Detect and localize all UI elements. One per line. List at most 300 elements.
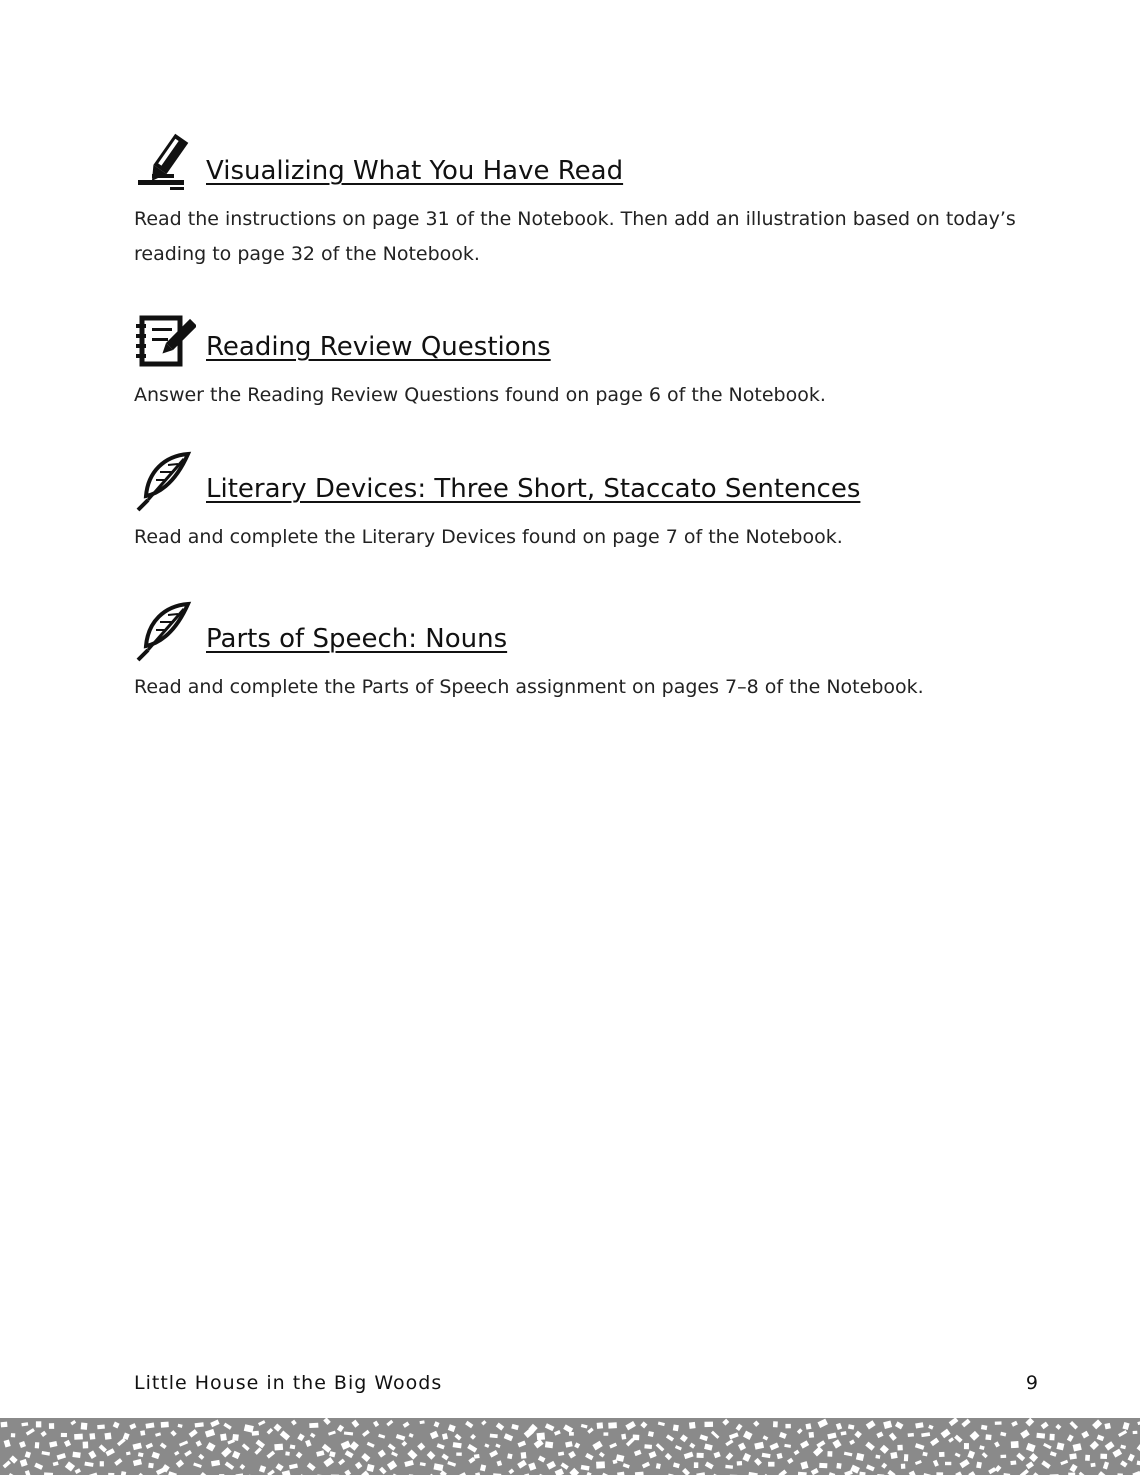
pattern-speck	[117, 1438, 126, 1446]
pattern-speck	[585, 1453, 594, 1460]
pattern-speck	[994, 1441, 1000, 1447]
pattern-speck	[1069, 1464, 1077, 1473]
pattern-speck	[649, 1451, 657, 1458]
pattern-speck	[800, 1461, 808, 1469]
section-heading	[134, 450, 1054, 514]
pattern-speck	[176, 1460, 184, 1468]
pattern-speck	[433, 1463, 443, 1471]
pattern-speck	[800, 1440, 809, 1448]
pattern-speck	[417, 1442, 425, 1450]
pattern-speck	[362, 1430, 370, 1437]
section-heading	[134, 132, 1054, 196]
pattern-speck	[40, 1431, 46, 1437]
pattern-speck	[722, 1419, 729, 1426]
pattern-speck	[496, 1423, 504, 1431]
pattern-speck	[697, 1453, 704, 1458]
pattern-speck	[642, 1462, 650, 1469]
pattern-speck	[904, 1454, 908, 1461]
pattern-speck	[65, 1461, 75, 1471]
pattern-speck	[341, 1440, 351, 1449]
pattern-speck	[1137, 1444, 1140, 1453]
pattern-speck	[72, 1452, 80, 1458]
pattern-speck	[49, 1423, 54, 1429]
pattern-speck	[1069, 1453, 1077, 1459]
pattern-svg	[0, 1418, 1140, 1475]
pattern-speck	[275, 1463, 283, 1471]
pattern-speck	[623, 1463, 630, 1468]
pattern-speck	[1112, 1449, 1122, 1458]
pattern-speck	[3, 1460, 11, 1468]
pattern-speck	[379, 1467, 387, 1475]
pattern-speck	[680, 1434, 688, 1442]
pattern-speck	[442, 1433, 448, 1440]
quill-feather-icon	[134, 450, 196, 512]
section-title: Reading Review Questions	[206, 332, 551, 362]
pattern-speck	[89, 1433, 95, 1440]
pattern-speck	[239, 1464, 245, 1470]
pattern-speck	[430, 1431, 439, 1439]
pattern-speck	[928, 1425, 933, 1430]
pattern-speck	[915, 1422, 923, 1428]
pattern-speck	[1010, 1460, 1016, 1465]
pattern-speck	[939, 1452, 945, 1457]
pattern-speck	[597, 1422, 604, 1429]
pattern-speck	[470, 1434, 476, 1440]
pattern-speck	[344, 1469, 351, 1475]
pattern-speck	[915, 1443, 925, 1450]
pattern-speck	[737, 1461, 742, 1466]
pattern-speck	[305, 1440, 312, 1447]
pattern-speck	[1041, 1422, 1049, 1430]
pattern-speck	[725, 1452, 733, 1460]
pattern-speck	[160, 1443, 167, 1449]
pattern-speck	[373, 1421, 379, 1427]
pattern-speck	[811, 1468, 819, 1475]
pattern-speck	[725, 1465, 733, 1469]
pattern-speck	[401, 1441, 407, 1447]
pattern-speck	[836, 1463, 841, 1469]
pattern-speck	[1000, 1455, 1006, 1458]
pattern-speck	[713, 1451, 720, 1458]
pattern-speck	[689, 1422, 696, 1429]
pattern-speck	[378, 1450, 386, 1458]
section-title: Visualizing What You Have Read	[206, 156, 624, 186]
pattern-speck	[511, 1424, 519, 1430]
pattern-speck	[915, 1460, 922, 1465]
pattern-speck	[754, 1442, 764, 1450]
section-body: Read and complete the Parts of Speech assignment on pages 7–8 of the Notebook.	[134, 676, 924, 698]
pattern-speck	[323, 1418, 331, 1425]
pattern-speck	[854, 1431, 862, 1439]
pattern-speck	[508, 1468, 514, 1474]
decorative-pattern-band	[0, 1418, 1140, 1475]
pattern-speck	[1049, 1434, 1054, 1441]
section-body: Read the instructions on page 31 of the Notebook. Then add an illustration based on today’s reading to page 32 of the Notebook.	[134, 208, 1016, 265]
pattern-speck	[574, 1442, 580, 1448]
pattern-speck	[1026, 1443, 1036, 1452]
pattern-speck	[673, 1424, 679, 1431]
pattern-speck	[844, 1470, 853, 1475]
pattern-speck	[778, 1469, 787, 1475]
pattern-speck	[1000, 1432, 1006, 1437]
pattern-speck	[274, 1444, 283, 1451]
pattern-speck	[954, 1435, 962, 1443]
pattern-speck	[403, 1421, 410, 1427]
pattern-speck	[259, 1465, 266, 1473]
pattern-speck	[909, 1471, 917, 1475]
pattern-speck	[223, 1423, 231, 1430]
pattern-speck	[648, 1431, 654, 1437]
pattern-speck	[310, 1433, 316, 1438]
pattern-speck	[1085, 1455, 1090, 1461]
pattern-speck	[480, 1464, 486, 1471]
pattern-speck	[120, 1471, 126, 1475]
pattern-speck	[901, 1464, 906, 1469]
pattern-speck	[881, 1463, 887, 1469]
pattern-speck	[456, 1452, 462, 1455]
pattern-speck	[742, 1453, 751, 1462]
pattern-speck	[763, 1435, 769, 1440]
pattern-speck	[196, 1440, 202, 1447]
pattern-speck	[266, 1451, 275, 1459]
section-title: Literary Devices: Three Short, Staccato Sentences	[206, 474, 861, 504]
pattern-speck	[1132, 1471, 1140, 1475]
pattern-speck	[74, 1434, 83, 1440]
pattern-speck	[161, 1422, 169, 1428]
pattern-speck	[625, 1421, 636, 1430]
pattern-speck	[280, 1431, 290, 1441]
pattern-speck	[985, 1434, 991, 1440]
pattern-speck	[694, 1462, 698, 1468]
pattern-speck	[922, 1452, 927, 1457]
pattern-speck	[440, 1470, 447, 1475]
pattern-speck	[596, 1461, 605, 1468]
pattern-speck	[267, 1428, 274, 1435]
pattern-speck	[964, 1443, 969, 1449]
pattern-speck	[49, 1441, 57, 1448]
pattern-speck	[1016, 1453, 1025, 1462]
pattern-speck	[1069, 1421, 1078, 1430]
pattern-speck	[640, 1421, 647, 1428]
pattern-speck	[41, 1451, 50, 1456]
pattern-speck	[407, 1449, 417, 1459]
pattern-speck	[441, 1454, 448, 1461]
pattern-speck	[921, 1432, 930, 1437]
pattern-speck	[349, 1441, 358, 1451]
pattern-speck	[995, 1421, 1002, 1424]
section-body: Answer the Reading Review Questions found on page 6 of the Notebook.	[134, 384, 826, 406]
pattern-speck	[285, 1451, 290, 1455]
pattern-speck	[337, 1425, 344, 1432]
pattern-speck	[344, 1431, 353, 1435]
pattern-speck	[875, 1455, 880, 1459]
pattern-speck	[941, 1429, 951, 1439]
pattern-speck	[979, 1445, 984, 1450]
pattern-speck	[1020, 1469, 1029, 1475]
pattern-speck	[866, 1420, 876, 1429]
pattern-speck	[366, 1464, 374, 1472]
pattern-speck	[666, 1434, 674, 1441]
pattern-speck	[155, 1432, 161, 1436]
pattern-speck	[351, 1420, 359, 1428]
pattern-speck	[890, 1452, 897, 1459]
pattern-speck	[20, 1459, 28, 1467]
pattern-speck	[434, 1421, 440, 1427]
pattern-speck	[895, 1421, 904, 1429]
pattern-speck	[777, 1453, 783, 1459]
pattern-speck	[504, 1433, 513, 1441]
pattern-speck	[36, 1421, 41, 1427]
pattern-speck	[968, 1471, 976, 1475]
pattern-speck	[762, 1453, 771, 1458]
pattern-speck	[297, 1433, 304, 1441]
pattern-speck	[849, 1439, 855, 1445]
section-heading	[134, 308, 1054, 372]
pattern-speck	[581, 1424, 588, 1429]
pattern-speck	[794, 1450, 800, 1456]
pattern-speck	[388, 1443, 396, 1450]
pattern-speck	[345, 1450, 354, 1458]
pattern-speck	[64, 1440, 71, 1447]
pattern-speck	[545, 1441, 553, 1448]
pattern-speck	[866, 1464, 875, 1471]
pattern-speck	[9, 1455, 17, 1463]
pattern-speck	[307, 1463, 316, 1471]
pattern-speck	[198, 1454, 204, 1460]
pattern-speck	[517, 1441, 526, 1448]
pattern-speck	[170, 1430, 176, 1436]
pattern-speck	[179, 1440, 188, 1446]
pattern-speck	[949, 1418, 959, 1426]
pattern-speck	[140, 1430, 145, 1435]
pattern-speck	[805, 1423, 811, 1429]
section-literary-devices	[134, 450, 1054, 555]
pattern-speck	[967, 1450, 975, 1458]
pattern-speck	[581, 1465, 590, 1471]
pattern-speck	[682, 1468, 690, 1475]
pattern-speck	[396, 1434, 406, 1441]
pattern-speck	[273, 1423, 281, 1431]
pattern-speck	[976, 1462, 982, 1469]
pattern-speck	[1118, 1430, 1127, 1437]
pattern-speck	[138, 1452, 144, 1457]
pattern-speck	[787, 1458, 794, 1464]
pattern-speck	[391, 1451, 398, 1457]
pattern-speck	[1137, 1461, 1140, 1466]
pattern-speck	[705, 1462, 714, 1470]
pattern-speck	[565, 1441, 573, 1447]
pattern-speck	[1050, 1451, 1057, 1456]
pattern-speck	[132, 1443, 142, 1451]
pattern-speck	[427, 1451, 436, 1460]
pattern-speck	[785, 1424, 790, 1428]
pattern-speck	[290, 1444, 296, 1449]
pattern-speck	[1067, 1434, 1074, 1442]
pattern-speck	[1020, 1429, 1030, 1438]
pattern-speck	[328, 1431, 336, 1436]
pattern-speck	[880, 1445, 889, 1454]
pattern-speck	[453, 1442, 462, 1448]
pattern-speck	[609, 1443, 617, 1449]
pattern-speck	[1128, 1454, 1135, 1462]
pattern-speck	[569, 1468, 579, 1475]
pattern-speck	[151, 1452, 159, 1460]
pattern-speck	[754, 1458, 762, 1466]
pattern-speck	[555, 1468, 564, 1475]
pattern-speck	[206, 1442, 216, 1451]
pattern-speck	[21, 1422, 28, 1426]
pattern-speck	[1081, 1431, 1089, 1439]
pattern-speck	[205, 1429, 215, 1438]
pattern-speck	[955, 1452, 961, 1457]
pattern-speck	[729, 1432, 739, 1439]
pattern-speck	[419, 1420, 424, 1424]
pattern-speck	[338, 1459, 345, 1466]
pattern-speck	[61, 1433, 67, 1437]
pattern-speck	[797, 1428, 803, 1434]
pencil-writing-icon	[134, 132, 196, 194]
pattern-speck	[25, 1470, 31, 1475]
pattern-speck	[53, 1461, 59, 1466]
pattern-speck	[1103, 1461, 1109, 1469]
pattern-speck	[448, 1424, 456, 1432]
pattern-speck	[34, 1463, 43, 1470]
section-title: Parts of Speech: Nouns	[206, 624, 508, 654]
pattern-speck	[587, 1428, 594, 1434]
pattern-speck	[995, 1465, 1002, 1472]
pattern-speck	[689, 1443, 695, 1449]
pattern-speck	[704, 1444, 713, 1451]
pattern-speck	[725, 1439, 733, 1446]
pattern-speck	[146, 1443, 154, 1449]
pattern-speck	[437, 1443, 445, 1449]
pattern-speck	[711, 1431, 720, 1439]
pattern-speck	[99, 1444, 107, 1452]
pattern-speck	[1011, 1421, 1018, 1427]
pattern-speck	[528, 1462, 536, 1470]
pattern-speck	[361, 1453, 370, 1462]
notebook-pencil-icon	[134, 308, 196, 370]
quill-feather-icon	[134, 600, 196, 662]
pattern-speck	[355, 1462, 362, 1470]
pattern-speck	[644, 1444, 652, 1449]
pattern-speck	[242, 1443, 250, 1451]
pattern-speck	[220, 1434, 227, 1441]
pattern-speck	[184, 1450, 192, 1457]
pattern-speck	[361, 1471, 369, 1475]
pattern-speck	[114, 1458, 122, 1466]
pattern-speck	[227, 1439, 235, 1444]
pattern-speck	[467, 1444, 477, 1453]
pattern-speck	[1036, 1433, 1045, 1439]
pattern-speck	[558, 1451, 564, 1456]
pattern-speck	[81, 1423, 88, 1430]
pattern-speck	[1120, 1460, 1128, 1467]
pattern-speck	[1043, 1443, 1052, 1449]
pattern-speck	[252, 1431, 259, 1436]
pattern-speck	[876, 1432, 883, 1439]
pattern-speck	[489, 1450, 498, 1458]
pattern-speck	[889, 1433, 897, 1441]
pattern-speck	[955, 1471, 962, 1475]
pattern-speck	[193, 1462, 202, 1468]
pattern-speck	[819, 1463, 827, 1468]
pattern-speck	[537, 1433, 545, 1441]
pattern-speck	[1, 1422, 8, 1428]
pattern-speck	[981, 1425, 987, 1430]
pattern-speck	[221, 1447, 232, 1457]
pattern-speck	[497, 1460, 503, 1466]
pattern-speck	[195, 1422, 204, 1427]
pattern-speck	[296, 1452, 303, 1459]
pattern-speck	[291, 1420, 297, 1426]
pattern-speck	[521, 1452, 527, 1459]
section-parts-of-speech	[134, 600, 1054, 705]
pattern-speck	[454, 1434, 461, 1441]
pattern-speck	[970, 1431, 980, 1441]
footer-book-title: Little House in the Big Woods	[134, 1372, 443, 1394]
pattern-speck	[254, 1447, 262, 1455]
pattern-speck	[988, 1467, 996, 1474]
pattern-speck	[316, 1450, 324, 1456]
pattern-speck	[743, 1431, 753, 1440]
pattern-speck	[770, 1443, 780, 1451]
pattern-speck	[813, 1446, 823, 1456]
pattern-speck	[753, 1420, 759, 1426]
footer-page-number: 9	[1025, 1372, 1038, 1394]
pattern-speck	[129, 1423, 136, 1429]
pattern-speck	[174, 1451, 179, 1456]
pattern-speck	[832, 1439, 841, 1448]
section-reading-review	[134, 308, 1054, 413]
section-visualizing	[134, 132, 1054, 272]
pattern-speck	[546, 1461, 556, 1470]
pattern-speck	[816, 1440, 825, 1448]
pattern-speck	[856, 1453, 864, 1461]
pattern-speck	[656, 1463, 661, 1469]
pattern-speck	[1073, 1443, 1082, 1451]
pattern-speck	[1090, 1463, 1095, 1467]
pattern-speck	[817, 1419, 828, 1428]
pattern-speck	[282, 1470, 291, 1475]
pattern-speck	[887, 1470, 895, 1475]
pattern-speck	[933, 1460, 939, 1467]
pattern-speck	[1060, 1460, 1068, 1466]
pattern-speck	[768, 1462, 774, 1467]
pattern-speck	[779, 1432, 787, 1439]
pattern-speck	[599, 1452, 605, 1458]
pattern-speck	[35, 1442, 40, 1448]
pattern-speck	[608, 1422, 617, 1428]
pattern-speck	[1092, 1419, 1102, 1429]
pattern-speck	[25, 1451, 31, 1458]
pattern-speck	[1041, 1460, 1050, 1468]
pattern-speck	[563, 1424, 573, 1433]
pattern-speck	[617, 1472, 625, 1475]
pattern-speck	[603, 1432, 608, 1435]
pattern-speck	[100, 1461, 104, 1466]
pattern-speck	[57, 1453, 66, 1460]
pattern-speck	[841, 1431, 847, 1435]
pattern-speck	[1079, 1472, 1087, 1475]
pattern-speck	[1090, 1441, 1099, 1450]
pattern-speck	[211, 1460, 220, 1467]
pattern-speck	[848, 1424, 855, 1429]
pattern-speck	[70, 1420, 76, 1425]
pattern-speck	[507, 1453, 512, 1459]
pattern-speck	[930, 1438, 939, 1446]
pattern-speck	[684, 1452, 694, 1459]
